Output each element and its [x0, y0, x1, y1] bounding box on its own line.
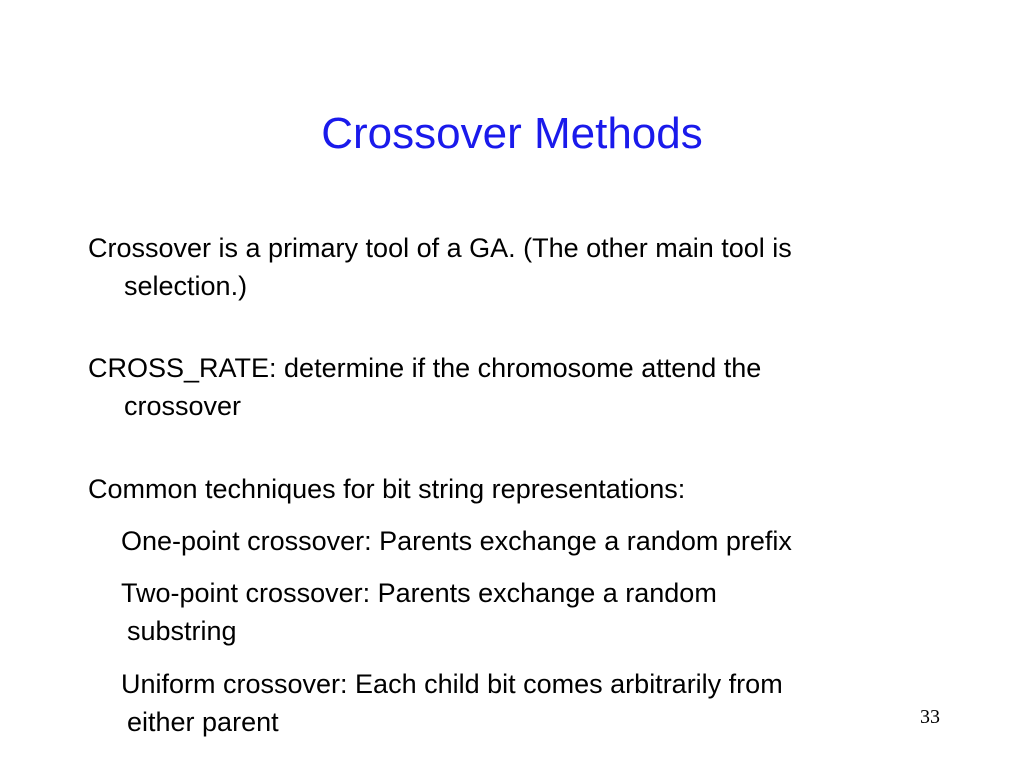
slide-title: Crossover Methods	[321, 109, 703, 158]
paragraph-line-continued: crossover	[124, 391, 242, 421]
paragraph-line: CROSS_RATE: determine if the chromosome attend the	[88, 353, 762, 383]
sub-item-line-continued: either parent	[127, 707, 279, 737]
paragraph-crossover-tool	[88, 229, 918, 305]
paragraph-line: Common techniques for bit string representations:	[88, 474, 686, 504]
page-number: 33	[920, 706, 940, 728]
sub-item-line: Two-point crossover: Parents exchange a random	[121, 578, 717, 608]
sub-item-uniform	[121, 665, 911, 741]
sub-item-line-continued: substring	[127, 616, 237, 646]
paragraph-line: Crossover is a primary tool of a GA. (The other main tool is	[88, 233, 792, 263]
paragraph-cross-rate	[88, 349, 918, 425]
paragraph-common-techniques	[88, 470, 918, 508]
sub-item-line: Uniform crossover: Each child bit comes arbitrarily from	[121, 669, 783, 699]
sub-item-line: One-point crossover: Parents exchange a random prefix	[121, 526, 792, 556]
paragraph-line-continued: selection.)	[124, 271, 248, 301]
sub-item-one-point	[121, 522, 921, 560]
sub-item-two-point	[121, 574, 841, 650]
